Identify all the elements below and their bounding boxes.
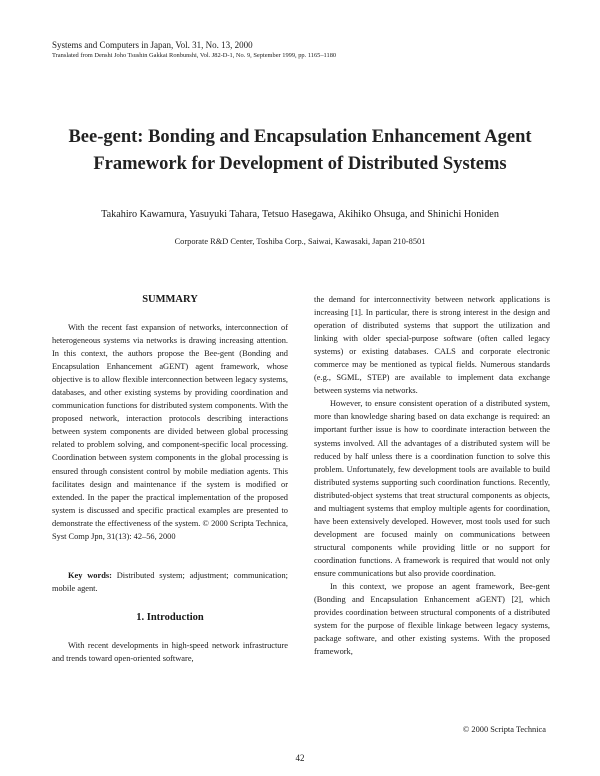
journal-citation: Systems and Computers in Japan, Vol. 31, No. 13, 2000	[52, 40, 253, 50]
keywords	[52, 569, 288, 595]
translation-source: Translated from Denshi Joho Tsushin Gakkai Ronbunshi, Vol. J82-D-1, No. 9, September 1999, pp. 1165–1180	[52, 52, 337, 59]
keywords-text: Distributed system; adjustment; communication; mobile agent.	[52, 570, 288, 593]
introduction-heading: 1. Introduction	[136, 611, 204, 623]
intro-paragraph-2: However, to ensure consistent operation of a distributed system, more than knowledge sharing based on data exchange is required: an important further issue is how to coordinate interaction between the systems involved. All the advantages of a distributed system will be reduced by half unless there is a coordination function to solve this problem. Unfortunately, few development tools are available to build distributed systems supporting such coordination functions. Recently, distributed-object systems that treat structural components as objects, and multiagent systems that employ multiple agents for coordination, have been extensively developed. However, most tools used for such development are focused mainly on communications between structural components while providing little or no support for coordination functions. A framework is required that would not only ensure communications but also provide coordination.	[314, 399, 550, 578]
affiliation: Corporate R&D Center, Toshiba Corp., Saiwai, Kawasaki, Japan 210-8501	[174, 237, 426, 246]
summary-abstract: With the recent fast expansion of networks, interconnection of heterogeneous systems via networks is drawing increasing attention. In this context, the authors propose the Bee-gent (Bonding and Encapsulation Enhancement aGENT) agent framework, whose objective is to allow flexible interconnection between legacy systems, databases, and other existing systems by providing coordination and communication functions for distributed system components. With the proposed network, interaction protocols describing interactions between system components are divided between global processing related to problem solving, and component-specific local processing. Coordination between system components in the global processing is ensured through consistent control by mobile mediation agents. This facilitates design and maintenance if the system is modified or extended. In the paper the practical implementation of the proposed system is discussed and specific practical examples are presented to demonstrate the effectiveness of the system. © 2000 Scripta Technica, Syst Comp Jpn, 31(13): 42–56, 2000	[52, 323, 288, 541]
intro-paragraph-3: In this context, we propose an agent framework, Bee-gent (Bonding and Encapsulation Enhancement aGENT) [2], which provides coordination between structural components of a distributed system for the purpose of flexible linkage between legacy systems, package software, and other existing systems. With the proposed framework,	[314, 582, 550, 657]
right-column	[314, 293, 550, 658]
intro-paragraph-1-continued: the demand for interconnectivity between network applications is increasing [1]. In particular, there is strong interest in the design and operation of distributed systems that support the utilization and linking with older special-purpose software (often called legacy systems) or existing databases. CALS and corporate electronic commerce may be mentioned as typical fields. Numerous standards (e.g., SGML, STEP) are available to implement data exchange between systems via networks.	[314, 295, 550, 396]
keywords-label: Key words:	[68, 570, 112, 580]
left-column	[52, 293, 288, 665]
paper-title: Bee-gent: Bonding and Encapsulation Enhancement Agent Framework for Development of Distributed Systems	[68, 127, 532, 174]
author-list: Takahiro Kawamura, Yasuyuki Tahara, Tetsuo Hasegawa, Akihiko Ohsuga, and Shinichi Honiden	[101, 209, 499, 220]
summary-heading: SUMMARY	[142, 294, 198, 305]
intro-paragraph-1: With recent developments in high-speed network infrastructure and trends toward open-oriented software,	[52, 640, 288, 663]
page-number: 42	[295, 753, 305, 763]
copyright-notice: © 2000 Scripta Technica	[462, 725, 546, 734]
